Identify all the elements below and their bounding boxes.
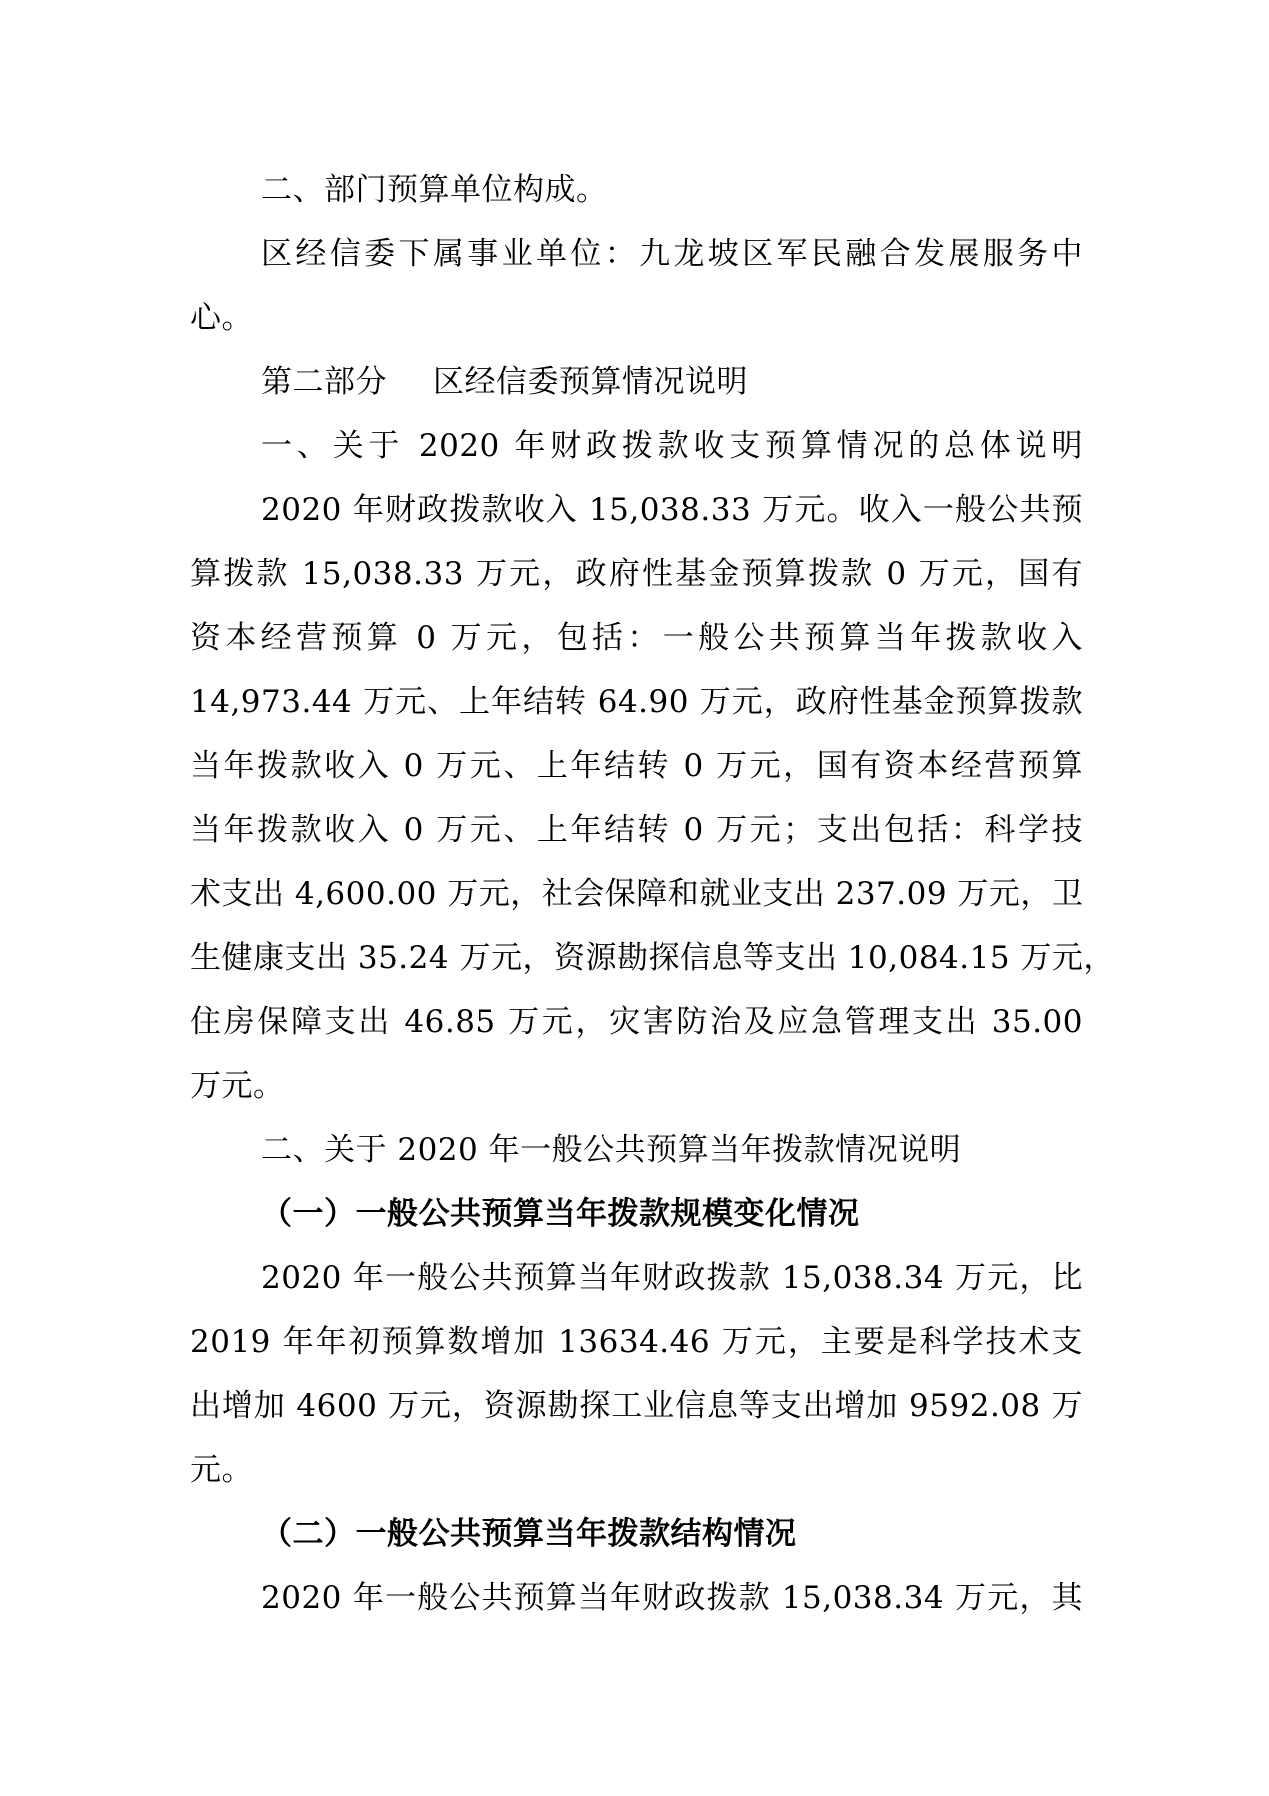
- subheading-structure: （二）一般公共预算当年拨款结构情况: [261, 1516, 797, 1552]
- paragraph-line: 住房保障支出 46.85 万元，灾害防治及应急管理支出 35.00: [190, 1004, 1083, 1040]
- heading-general-budget: 二、关于 2020 年一般公共预算当年拨款情况说明: [261, 1132, 962, 1168]
- paragraph-line: 出增加 4600 万元，资源勘探工业信息等支出增加 9592.08 万: [190, 1388, 1083, 1424]
- paragraph-line: 2020 年一般公共预算当年财政拨款 15,038.34 万元，其: [261, 1580, 1083, 1616]
- paragraph-line: 生健康支出 35.24 万元，资源勘探信息等支出 10,084.15 万元，: [190, 940, 1115, 976]
- part-two-heading: [190, 350, 1083, 414]
- part-two-title: 区经信委预算情况说明: [433, 364, 748, 400]
- paragraph-line: 2019 年年初预算数增加 13634.46 万元，主要是科学技术支: [190, 1324, 1083, 1360]
- paragraph-line: 2020 年一般公共预算当年财政拨款 15,038.34 万元，比: [261, 1260, 1083, 1296]
- paragraph-line: 14,973.44 万元、上年结转 64.90 万元，政府性基金预算拨款: [190, 684, 1083, 720]
- document-page: [190, 158, 1115, 1630]
- heading-fiscal-overview: 一、关于 2020 年财政拨款收支预算情况的总体说明: [261, 428, 1083, 464]
- subheading-scale-change: （一）一般公共预算当年拨款规模变化情况: [261, 1196, 860, 1232]
- paragraph-line: 算拨款 15,038.33 万元，政府性基金预算拨款 0 万元，国有: [190, 556, 1083, 592]
- paragraph-line: 资本经营预算 0 万元，包括：一般公共预算当年拨款收入: [190, 620, 1083, 656]
- section-heading-unit-composition: 二、部门预算单位构成。: [261, 172, 608, 208]
- unit-description-line: 区经信委下属事业单位：九龙坡区军民融合发展服务中: [261, 236, 1083, 272]
- paragraph-line: 术支出 4,600.00 万元，社会保障和就业支出 237.09 万元，卫: [190, 876, 1084, 912]
- paragraph-line: 2020 年财政拨款收入 15,038.33 万元。收入一般公共预: [261, 492, 1083, 528]
- paragraph-line: 元。: [190, 1452, 253, 1488]
- paragraph-line: 当年拨款收入 0 万元、上年结转 0 万元，国有资本经营预算: [190, 748, 1083, 784]
- paragraph-line: 当年拨款收入 0 万元、上年结转 0 万元；支出包括：科学技: [190, 812, 1083, 848]
- part-two-label: 第二部分: [261, 364, 387, 400]
- paragraph-line: 万元。: [190, 1068, 285, 1104]
- unit-description-line: 心。: [190, 300, 253, 336]
